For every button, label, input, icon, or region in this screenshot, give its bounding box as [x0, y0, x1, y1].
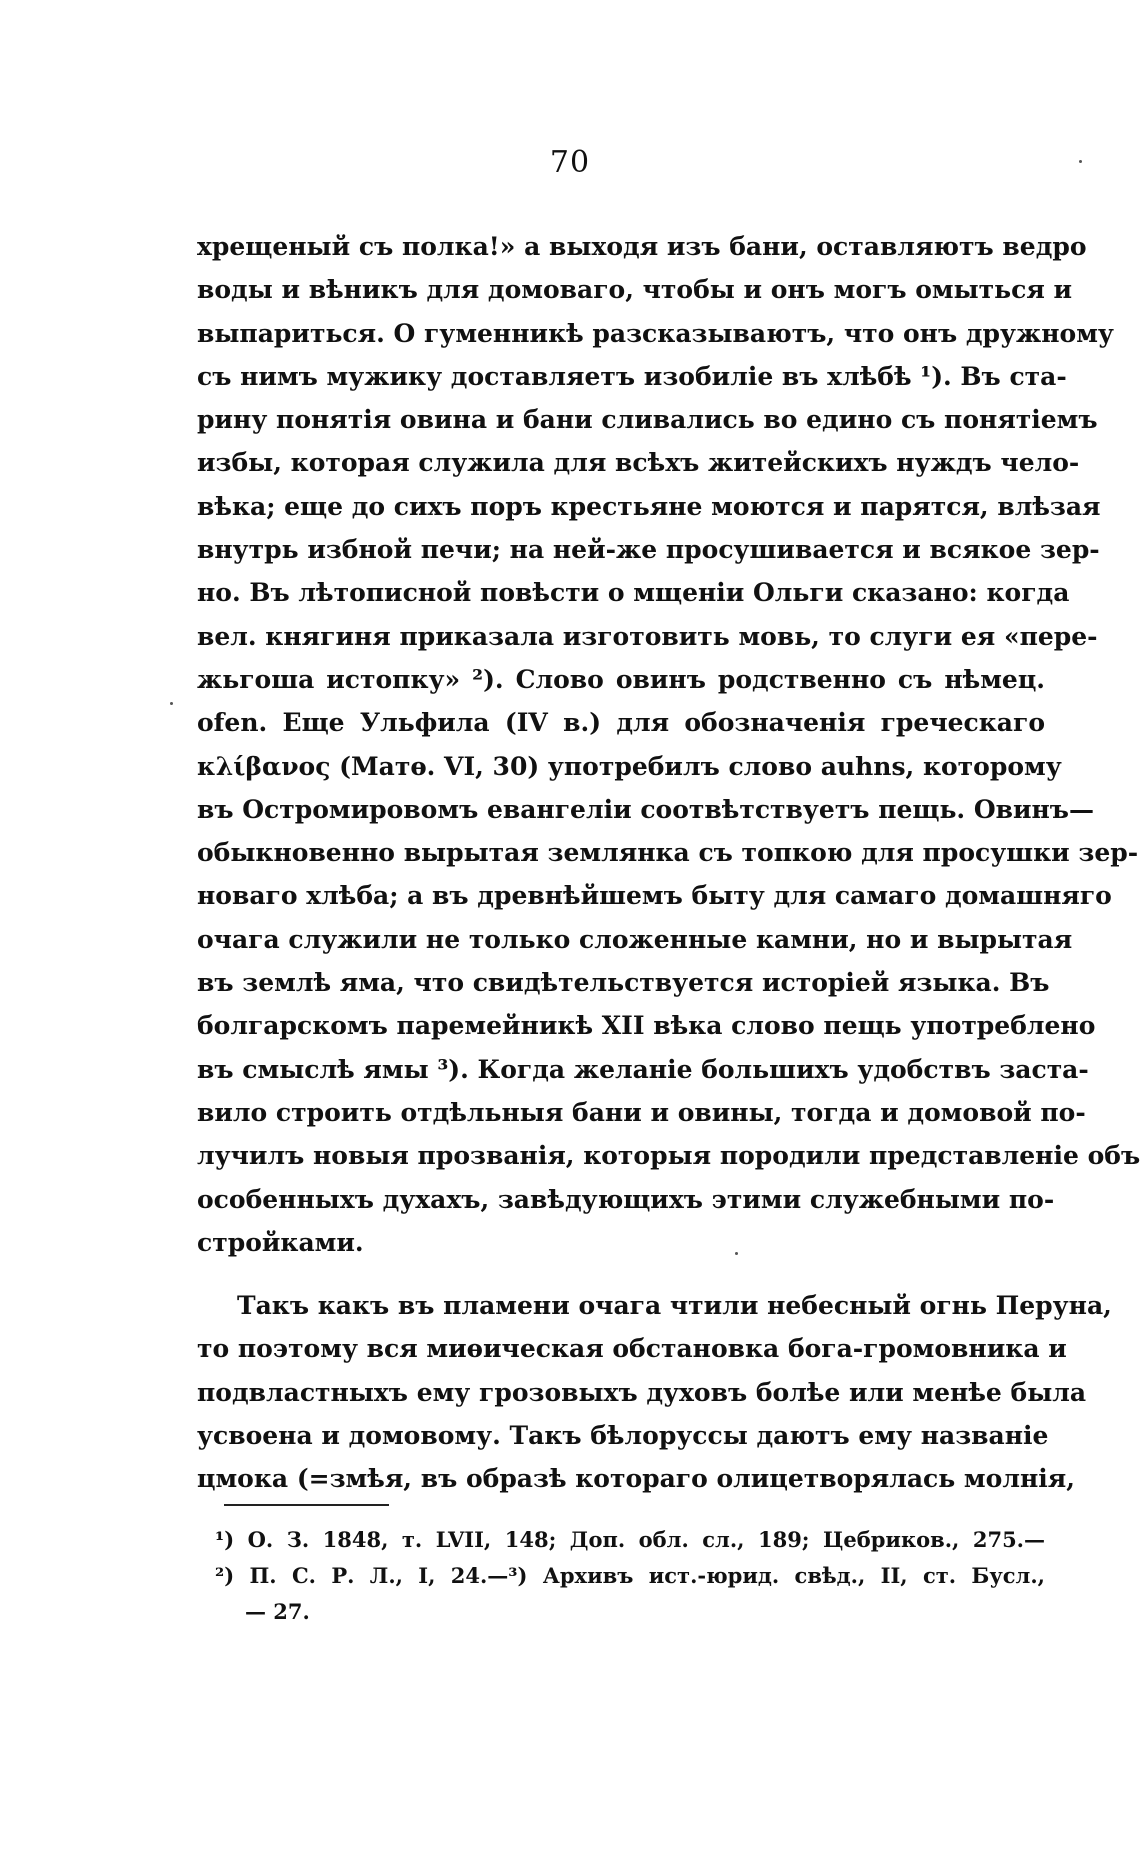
footnote-line: ²) П. С. Р. Л., I, 24.—³) Архивъ ист.-юрид. свѣд., II, ст. Бусл., [215, 1563, 1045, 1588]
footnotes [215, 1522, 1045, 1630]
paragraph-1 [197, 225, 1140, 1264]
paragraph-2 [197, 1284, 1112, 1500]
text-line: вѣка; еще до сихъ поръ крестьяне моются и парятся, влѣзая [197, 491, 1101, 521]
text-line: хрещеный съ полка!» а выходя изъ бани, оставляютъ ведро [197, 232, 1087, 261]
text-line: съ нимъ мужику доставляетъ изобиліе въ хлѣбѣ ¹). Въ ста- [197, 361, 1067, 391]
text-line: ofen. Еще Ульфила (IV в.) для обозначенія греческаго [197, 708, 1045, 738]
text-line: стройками. [197, 1227, 364, 1257]
text-line: въ Остромировомъ евангеліи соотвѣтствуетъ пещь. Овинъ— [197, 794, 1094, 824]
footnote-divider [224, 1504, 389, 1506]
text-line: но. Въ лѣтописной повѣсти о мщеніи Ольги сказано: когда [197, 578, 1070, 608]
text-line: лучилъ новыя прозванія, которыя породили представленіе объ [197, 1141, 1140, 1171]
footnote-line: — 27. [245, 1599, 310, 1624]
page-number: 70 [549, 145, 591, 180]
ink-speck [1079, 160, 1082, 163]
text-line: особенныхъ духахъ, завѣдующихъ этими служебными по- [197, 1184, 1055, 1214]
text-line: въ землѣ яма, что свидѣтельствуется исторіей языка. Въ [197, 968, 1050, 998]
text-line: подвластныхъ ему грозовыхъ духовъ болѣе или менѣе была [197, 1377, 1087, 1407]
text-line: обыкновенно вырытая землянка съ топкою для просушки зер- [197, 838, 1139, 868]
ink-speck [170, 702, 173, 705]
text-line: Такъ какъ въ пламени очага чтили небесный огнь Перуна, [237, 1291, 1112, 1321]
text-line: κλίβανος (Матѳ. VI, 30) употребилъ слово auhns, которому [197, 751, 1062, 781]
text-line: цмока (=змѣя, въ образѣ котораго олицетворялась молнія, [197, 1464, 1075, 1494]
text-line: вел. княгиня приказала изготовить мовь, то слуги ея «пере- [197, 621, 1098, 651]
body-text [197, 225, 1140, 1501]
text-line: вило строить отдѣльныя бани и овины, тогда и домовой по- [197, 1097, 1086, 1127]
text-line: жьгоша истопку» ²). Слово овинъ родственно съ нѣмец. [197, 664, 1045, 694]
text-line: воды и вѣникъ для домоваго, чтобы и онъ могъ омыться и [197, 275, 1073, 305]
text-line: то поэтому вся миѳическая обстановка бога-громовника и [197, 1334, 1067, 1364]
footnote-line: ¹) О. З. 1848, т. LVII, 148; Доп. обл. сл., 189; Цебриков., 275.— [215, 1527, 1045, 1552]
text-line: болгарскомъ паремейникѣ XII вѣка слово пещь употреблено [197, 1011, 1096, 1041]
text-line: въ смыслѣ ямы ³). Когда желаніе большихъ удобствъ заста- [197, 1054, 1089, 1084]
text-line: выпариться. О гуменникѣ разсказываютъ, что онъ дружному [197, 318, 1114, 348]
text-line: новаго хлѣба; а въ древнѣйшемъ быту для самаго домашняго [197, 881, 1112, 911]
text-line: рину понятія овина и бани сливались во едино съ понятіемъ [197, 405, 1098, 435]
text-line: очага служили не только сложенные камни, но и вырытая [197, 924, 1073, 954]
text-line: внутрь избной печи; на ней-же просушивается и всякое зер- [197, 535, 1100, 565]
ink-speck [735, 1252, 738, 1255]
text-line: усвоена и домовому. Такъ бѣлоруссы даютъ ему названіе [197, 1421, 1049, 1451]
text-line: избы, которая служила для всѣхъ житейскихъ нуждъ чело- [197, 448, 1080, 478]
